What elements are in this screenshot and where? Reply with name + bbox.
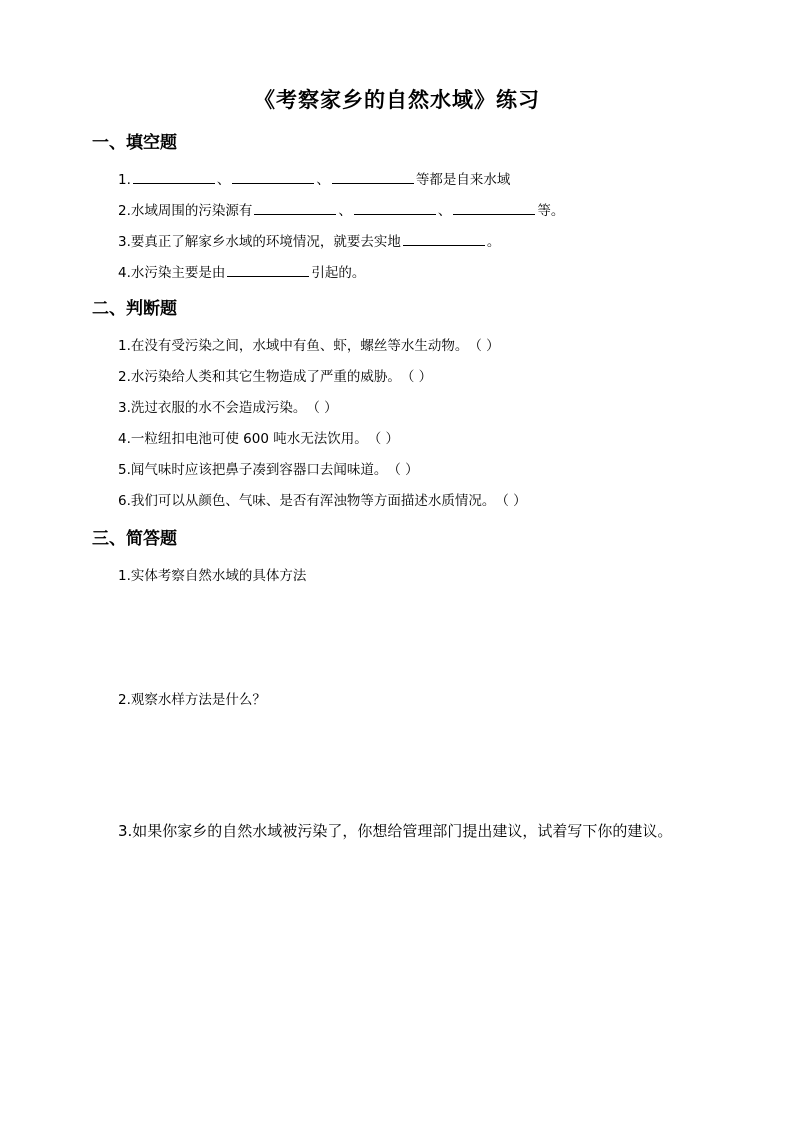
fill-question-3 — [118, 230, 500, 250]
separator: 、 — [437, 203, 452, 219]
judge-question-6 — [118, 489, 527, 509]
short-question-2: 2.观察水样方法是什么？ — [118, 692, 266, 708]
question-text: 3.洗过衣服的水不会造成污染。 — [118, 400, 307, 416]
question-tail: 等。 — [537, 203, 565, 219]
judge-question-5 — [118, 458, 419, 478]
answer-blank[interactable] — [403, 233, 485, 246]
short-question-1: 1.实体考察自然水域的具体方法 — [118, 568, 307, 584]
answer-parentheses[interactable]: （ ） — [468, 338, 500, 354]
answer-parentheses[interactable]: （ ） — [495, 493, 527, 509]
question-tail: 等都是自来水域 — [415, 172, 511, 188]
question-tail: 。 — [486, 234, 501, 250]
short-question-3: 3.如果你家乡的自然水域被污染了，你想给管理部门提出建议，试着写下你的建议。 — [118, 822, 673, 840]
answer-parentheses[interactable]: （ ） — [306, 400, 338, 416]
answer-parentheses[interactable]: （ ） — [400, 369, 433, 385]
answer-blank[interactable] — [254, 202, 336, 215]
separator: 、 — [216, 172, 231, 188]
answer-blank[interactable] — [227, 264, 309, 277]
question-text: 6.我们可以从颜色、气味、是否有浑浊物等方面描述水质情况。 — [118, 493, 496, 509]
section-heading-fill: 一、填空题 — [92, 133, 177, 153]
question-text: 2.水污染给人类和其它生物造成了严重的威胁。 — [118, 369, 401, 385]
question-text: 1.在没有受污染之间，水域中有鱼、虾，螺丝等水生动物。 — [118, 338, 469, 354]
question-text: 4.水污染主要是由 — [118, 265, 226, 281]
judge-question-2 — [118, 365, 432, 385]
question-tail: 引起的。 — [311, 265, 366, 281]
separator: 、 — [338, 203, 352, 219]
answer-blank[interactable] — [232, 171, 314, 184]
fill-question-1 — [118, 168, 510, 188]
answer-blank[interactable] — [133, 171, 215, 184]
answer-blank[interactable] — [332, 171, 414, 184]
answer-blank[interactable] — [453, 202, 535, 215]
judge-question-4 — [118, 427, 399, 447]
answer-blank[interactable] — [354, 202, 436, 215]
separator: 、 — [316, 172, 330, 188]
question-text: 5.闻气味时应该把鼻子凑到容器口去闻味道。 — [118, 462, 388, 478]
question-text: 3.要真正了解家乡水域的环境情况，就要去实地 — [118, 234, 401, 250]
answer-parentheses[interactable]: （ ） — [367, 431, 400, 447]
judge-question-1 — [118, 334, 500, 354]
fill-question-2 — [118, 199, 564, 219]
judge-question-3 — [118, 396, 338, 416]
section-heading-judge: 二、判断题 — [92, 299, 177, 319]
question-text: 4.一粒纽扣电池可使 600 吨水无法饮用。 — [118, 431, 368, 447]
page-title: 《考察家乡的自然水域》练习 — [254, 88, 540, 112]
question-text: 2.水域周围的污染源有 — [118, 203, 253, 219]
fill-question-4 — [118, 261, 365, 281]
section-heading-short: 三、简答题 — [92, 529, 177, 549]
answer-parentheses[interactable]: （ ） — [387, 462, 419, 478]
question-number: 1. — [118, 172, 131, 188]
